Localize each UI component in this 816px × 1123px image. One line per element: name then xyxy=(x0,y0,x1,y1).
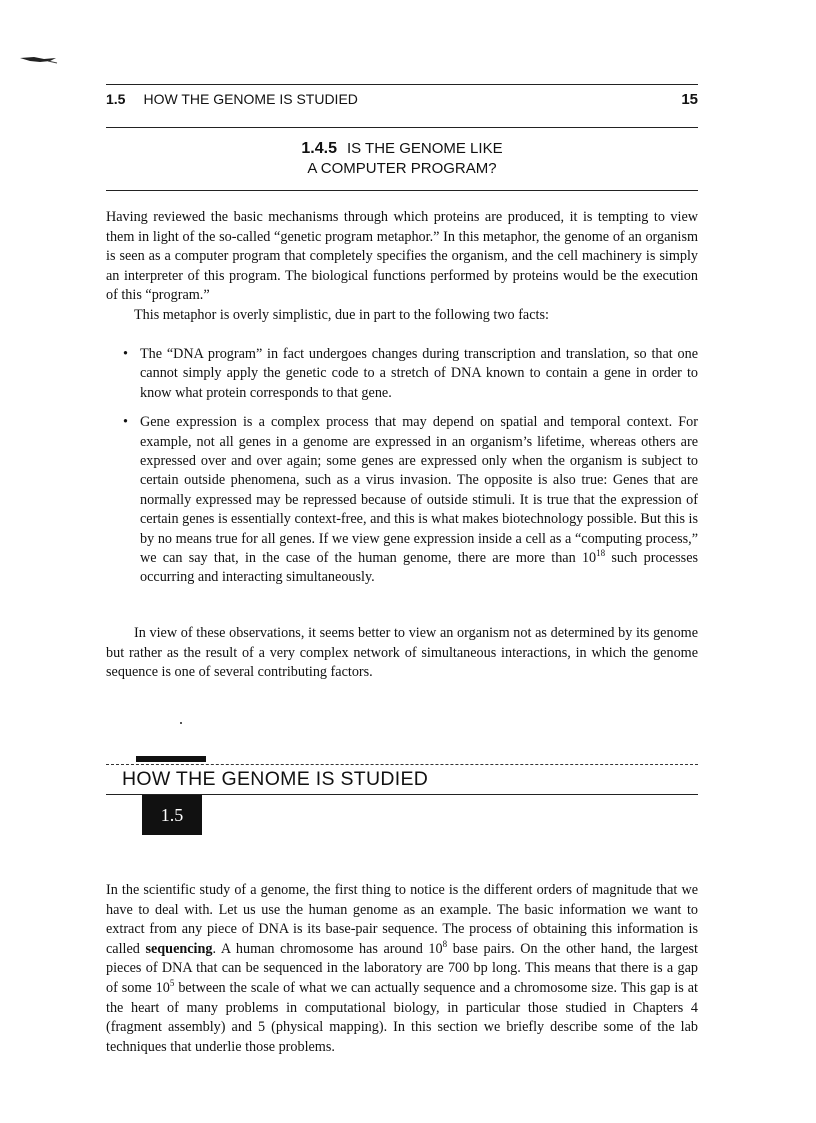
list-item: • Gene expression is a complex process that may depend on spatial and temporal context. For example, not all genes in a genome are expressed in an organism’s lifetime, whereas others are expressed over and over again; some genes are expressed only when the organism is subject to certain outside phenomena, such as a virus invasion. The opposite is also true: Genes that are normally expressed may be repressed because of outside stimuli. It is true that the expression of certain genes is essentially context-free, and this is what makes biotechnology possible. But this is by no means true for all genes. If we view gene expression inside a cell as a “computing process,” we can say that, in the case of the human genome, there are more than $10^{18}$ such processes occurring and interacting simultaneously. xyxy=(123,414,699,586)
intro-lead-paragraph: This metaphor is overly simplistic, due in part to the following two facts: xyxy=(134,307,549,323)
bullet-icon: • xyxy=(123,414,128,431)
list-item: • The “DNA program” in fact undergoes changes during transcription and translation, so that one cannot simply apply the genetic code to a stretch of DNA known to contain a gene in order to know what protein corresponds to that gene. xyxy=(123,346,698,401)
subsection-title-line1: IS THE GENOME LIKE xyxy=(346,140,503,157)
subsection-number: 1.4.5 xyxy=(301,140,337,157)
fact-list xyxy=(106,345,698,598)
page-number: 15 xyxy=(681,91,698,108)
bullet-icon: • xyxy=(123,346,128,362)
subsection-title-line2: A COMPUTER PROGRAM? xyxy=(307,160,497,177)
key-term: sequencing xyxy=(145,940,213,957)
intro-paragraph: Having reviewed the basic mechanisms through which proteins are produced, it is tempting to view them in light of the so-called “genetic program metaphor.” In this metaphor, the genome of an organism is seen as a computer program that completely specifies the organism, and the cell machinery is simply an interpreter of this program. The biological functions performed by proteins would be the execution of this “program.” xyxy=(106,209,698,304)
section-bar-decoration xyxy=(136,756,206,762)
section-rule xyxy=(106,764,698,765)
section-number-box: 1.5 xyxy=(142,795,202,835)
section-title: HOW THE GENOME IS STUDIED xyxy=(122,768,429,790)
section-body-paragraph: In the scientific study of a genome, the first thing to notice is the different orders of magnitude that we have to deal with. Let us use the human genome as an example. The basic information we want to extract from any piece of DNA is its base-pair sequence. The process of obtaining this information is called sequencing. A human chromosome has around $10^8$ base pairs. On the other hand, the largest pieces of DNA that can be sequenced in the laboratory are 700 bp long. This means that there is a gap of some $10^5$ between the scale of what we can actually sequence and a chromosome size. This gap is at the heart of many problems in computational biology, in particular those studied in Chapters 4 (fragment assembly) and 5 (physical mapping). In this section we briefly describe some of the lab techniques that underlie those problems. xyxy=(106,882,698,1055)
scan-corner-mark xyxy=(20,55,58,65)
running-head xyxy=(106,84,698,113)
running-head-section-number: 1.5 xyxy=(106,91,126,107)
section-heading xyxy=(106,756,698,866)
scan-speck xyxy=(180,722,182,724)
subsection-heading xyxy=(106,127,698,191)
running-head-section-title: HOW THE GENOME IS STUDIED xyxy=(143,91,358,107)
conclusion-paragraph: In view of these observations, it seems better to view an organism not as determined by its genome but rather as the result of a very complex network of simultaneous interactions, in which the genome sequence is one of several contributing factors. xyxy=(106,625,698,681)
